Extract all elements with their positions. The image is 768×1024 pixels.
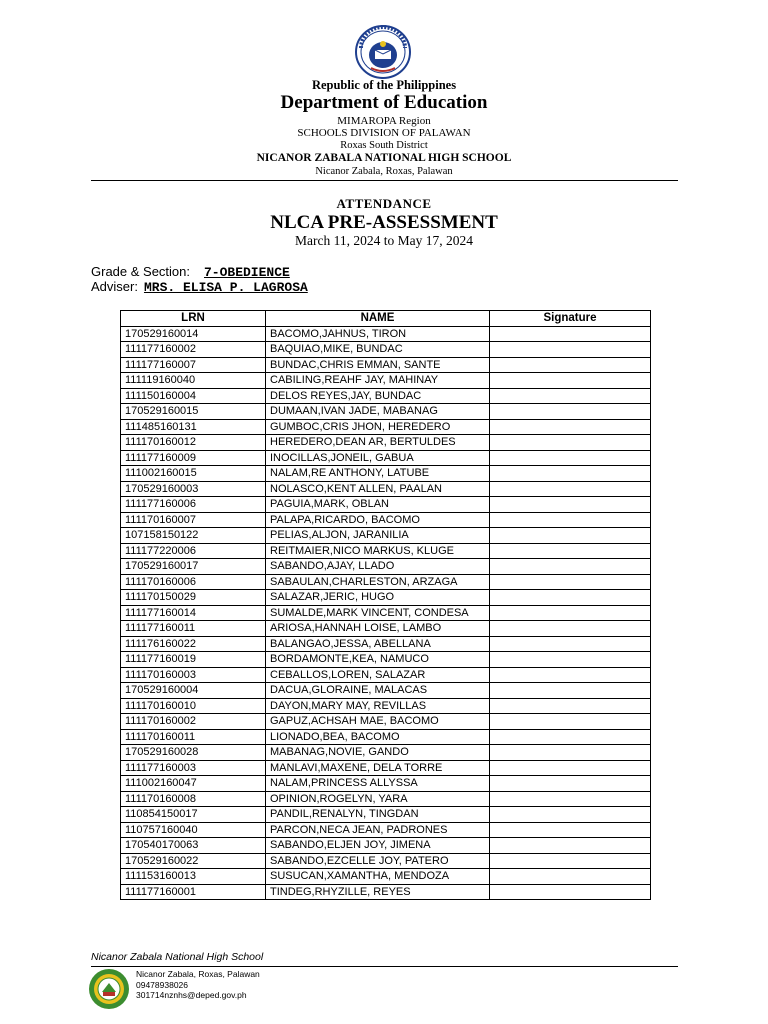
- district-line: Roxas South District: [340, 140, 428, 151]
- name-cell: NOLASCO,KENT ALLEN, PAALAN: [266, 481, 490, 497]
- header-divider: [91, 180, 678, 181]
- lrn-cell: 170540170063: [121, 838, 266, 854]
- signature-cell[interactable]: [490, 683, 651, 699]
- table-row: [121, 512, 651, 528]
- signature-cell[interactable]: [490, 807, 651, 823]
- signature-cell[interactable]: [490, 605, 651, 621]
- table-row: [121, 450, 651, 466]
- signature-cell[interactable]: [490, 574, 651, 590]
- lrn-cell: 111002160015: [121, 466, 266, 482]
- table-row: [121, 822, 651, 838]
- table-row: [121, 760, 651, 776]
- table-row: [121, 636, 651, 652]
- name-cell: CEBALLOS,LOREN, SALAZAR: [266, 667, 490, 683]
- table-row: [121, 652, 651, 668]
- lrn-cell: 111176160022: [121, 636, 266, 652]
- name-cell: MABANAG,NOVIE, GANDO: [266, 745, 490, 761]
- table-row: [121, 869, 651, 885]
- lrn-cell: 111170160006: [121, 574, 266, 590]
- name-cell: LIONADO,BEA, BACOMO: [266, 729, 490, 745]
- signature-cell[interactable]: [490, 667, 651, 683]
- table-row: [121, 559, 651, 575]
- table-row: [121, 574, 651, 590]
- name-cell: GAPUZ,ACHSAH MAE, BACOMO: [266, 714, 490, 730]
- lrn-cell: 111119160040: [121, 373, 266, 389]
- name-cell: SALAZAR,JERIC, HUGO: [266, 590, 490, 606]
- name-cell: DACUA,GLORAINE, MALACAS: [266, 683, 490, 699]
- header-signature: Signature: [490, 311, 651, 327]
- name-cell: SABANDO,AJAY, LLADO: [266, 559, 490, 575]
- table-row: [121, 791, 651, 807]
- name-cell: TINDEG,RHYZILLE, REYES: [266, 884, 490, 900]
- signature-cell[interactable]: [490, 342, 651, 358]
- signature-cell[interactable]: [490, 838, 651, 854]
- table-row: [121, 605, 651, 621]
- table-row: [121, 373, 651, 389]
- republic-line: Republic of the Philippines: [311, 78, 457, 92]
- name-cell: PARCON,NECA JEAN, PADRONES: [266, 822, 490, 838]
- table-row: [121, 683, 651, 699]
- table-row: [121, 543, 651, 559]
- name-cell: HEREDERO,DEAN AR, BERTULDES: [266, 435, 490, 451]
- school-name: NICANOR ZABALA NATIONAL HIGH SCHOOL: [256, 152, 512, 164]
- lrn-cell: 111177160014: [121, 605, 266, 621]
- grade-label: Grade & Section:: [91, 264, 190, 279]
- signature-cell[interactable]: [490, 559, 651, 575]
- grade-value: 7-OBEDIENCE: [204, 265, 290, 280]
- signature-cell[interactable]: [490, 729, 651, 745]
- table-row: [121, 745, 651, 761]
- signature-cell[interactable]: [490, 869, 651, 885]
- table-row: [121, 838, 651, 854]
- signature-cell[interactable]: [490, 435, 651, 451]
- lrn-cell: 111150160004: [121, 388, 266, 404]
- lrn-cell: 111177220006: [121, 543, 266, 559]
- name-cell: SABANDO,EZCELLE JOY, PATERO: [266, 853, 490, 869]
- signature-cell[interactable]: [490, 404, 651, 420]
- signature-cell[interactable]: [490, 326, 651, 342]
- name-cell: OPINION,ROGELYN, YARA: [266, 791, 490, 807]
- document-label: ATTENDANCE: [336, 196, 432, 211]
- name-cell: BALANGAO,JESSA, ABELLANA: [266, 636, 490, 652]
- lrn-cell: 170529160015: [121, 404, 266, 420]
- footer-school-name: Nicanor Zabala National High School: [91, 951, 264, 963]
- name-cell: SUSUCAN,XAMANTHA, MENDOZA: [266, 869, 490, 885]
- signature-cell[interactable]: [490, 497, 651, 513]
- table-row: [121, 466, 651, 482]
- lrn-cell: 111177160006: [121, 497, 266, 513]
- table-row: [121, 497, 651, 513]
- footer-phone: 09478938026: [136, 979, 189, 990]
- signature-cell[interactable]: [490, 357, 651, 373]
- deped-seal-icon: [351, 24, 415, 80]
- table-row: [121, 884, 651, 900]
- name-cell: BACOMO,JAHNUS, TIRON: [266, 326, 490, 342]
- name-cell: PELIAS,ALJON, JARANILIA: [266, 528, 490, 544]
- signature-cell[interactable]: [490, 528, 651, 544]
- table-row: [121, 357, 651, 373]
- lrn-cell: 111170160008: [121, 791, 266, 807]
- division-line: SCHOOLS DIVISION OF PALAWAN: [297, 127, 471, 139]
- name-cell: SABAULAN,CHARLESTON, ARZAGA: [266, 574, 490, 590]
- header-name: NAME: [266, 311, 490, 327]
- name-cell: DUMAAN,IVAN JADE, MABANAG: [266, 404, 490, 420]
- table-row: [121, 807, 651, 823]
- table-header-row: [121, 311, 651, 327]
- signature-cell[interactable]: [490, 373, 651, 389]
- lrn-cell: 170529160014: [121, 326, 266, 342]
- adviser: [91, 279, 308, 295]
- region-line: MIMAROPA Region: [337, 115, 431, 127]
- table-row: [121, 853, 651, 869]
- lrn-cell: 111177160003: [121, 760, 266, 776]
- school-address: Nicanor Zabala, Roxas, Palawan: [315, 166, 453, 177]
- signature-cell[interactable]: [490, 636, 651, 652]
- lrn-cell: 111177160011: [121, 621, 266, 637]
- footer-contact: [136, 969, 260, 1001]
- lrn-cell: 110854150017: [121, 807, 266, 823]
- name-cell: ARIOSA,HANNAH LOISE, LAMBO: [266, 621, 490, 637]
- document-title: NLCA PRE-ASSESSMENT: [270, 212, 498, 233]
- signature-cell[interactable]: [490, 621, 651, 637]
- name-cell: GUMBOC,CRIS JHON, HEREDERO: [266, 419, 490, 435]
- table-row: [121, 419, 651, 435]
- footer-divider: [91, 966, 678, 967]
- signature-cell[interactable]: [490, 822, 651, 838]
- signature-cell[interactable]: [490, 884, 651, 900]
- name-cell: SABANDO,ELJEN JOY, JIMENA: [266, 838, 490, 854]
- adviser-label: Adviser:: [91, 279, 138, 294]
- footer-address: Nicanor Zabala, Roxas, Palawan: [136, 969, 260, 979]
- table-row: [121, 621, 651, 637]
- table-row: [121, 667, 651, 683]
- lrn-cell: 170529160028: [121, 745, 266, 761]
- name-cell: DAYON,MARY MAY, REVILLAS: [266, 698, 490, 714]
- lrn-cell: 111170160011: [121, 729, 266, 745]
- name-cell: PAGUIA,MARK, OBLAN: [266, 497, 490, 513]
- signature-cell[interactable]: [490, 853, 651, 869]
- table-row: [121, 776, 651, 792]
- table-row: [121, 326, 651, 342]
- name-cell: PALAPA,RICARDO, BACOMO: [266, 512, 490, 528]
- lrn-cell: 111485160131: [121, 419, 266, 435]
- name-cell: BUNDAC,CHRIS EMMAN, SANTE: [266, 357, 490, 373]
- grade-section: [91, 264, 290, 280]
- footer-email: 301714nznhs@deped.gov.ph: [136, 990, 247, 1000]
- lrn-cell: 111170160002: [121, 714, 266, 730]
- signature-cell[interactable]: [490, 481, 651, 497]
- school-logo-icon: [88, 968, 130, 1010]
- lrn-cell: 111170160010: [121, 698, 266, 714]
- signature-cell[interactable]: [490, 419, 651, 435]
- signature-cell[interactable]: [490, 698, 651, 714]
- signature-cell[interactable]: [490, 714, 651, 730]
- lrn-cell: 111177160009: [121, 450, 266, 466]
- lrn-cell: 170529160022: [121, 853, 266, 869]
- name-cell: INOCILLAS,JONEIL, GABUA: [266, 450, 490, 466]
- lrn-cell: 111170150029: [121, 590, 266, 606]
- table-row: [121, 481, 651, 497]
- lrn-cell: 107158150122: [121, 528, 266, 544]
- table-row: [121, 404, 651, 420]
- signature-cell[interactable]: [490, 590, 651, 606]
- signature-cell[interactable]: [490, 652, 651, 668]
- department-title: Department of Education: [280, 92, 488, 113]
- name-cell: PANDIL,RENALYN, TINGDAN: [266, 807, 490, 823]
- table-body: [121, 326, 651, 900]
- lrn-cell: 111177160001: [121, 884, 266, 900]
- lrn-cell: 111177160007: [121, 357, 266, 373]
- name-cell: SUMALDE,MARK VINCENT, CONDESA: [266, 605, 490, 621]
- lrn-cell: 111170160007: [121, 512, 266, 528]
- lrn-cell: 111177160002: [121, 342, 266, 358]
- table-row: [121, 698, 651, 714]
- table-row: [121, 729, 651, 745]
- signature-cell[interactable]: [490, 388, 651, 404]
- table-row: [121, 714, 651, 730]
- name-cell: BORDAMONTE,KEA, NAMUCO: [266, 652, 490, 668]
- lrn-cell: 110757160040: [121, 822, 266, 838]
- signature-cell[interactable]: [490, 776, 651, 792]
- lrn-cell: 170529160017: [121, 559, 266, 575]
- signature-cell[interactable]: [490, 450, 651, 466]
- attendance-table: [120, 310, 651, 900]
- lrn-cell: 111002160047: [121, 776, 266, 792]
- signature-cell[interactable]: [490, 466, 651, 482]
- name-cell: NALAM,PRINCESS ALLYSSA: [266, 776, 490, 792]
- table-row: [121, 388, 651, 404]
- table-row: [121, 435, 651, 451]
- lrn-cell: 170529160004: [121, 683, 266, 699]
- name-cell: CABILING,REAHF JAY, MAHINAY: [266, 373, 490, 389]
- table-row: [121, 590, 651, 606]
- adviser-value: MRS. ELISA P. LAGROSA: [143, 280, 308, 295]
- header-lrn: LRN: [121, 311, 266, 327]
- table-row: [121, 342, 651, 358]
- table-row: [121, 528, 651, 544]
- lrn-cell: 111170160003: [121, 667, 266, 683]
- name-cell: MANLAVI,MAXENE, DELA TORRE: [266, 760, 490, 776]
- name-cell: DELOS REYES,JAY, BUNDAC: [266, 388, 490, 404]
- name-cell: NALAM,RE ANTHONY, LATUBE: [266, 466, 490, 482]
- name-cell: REITMAIER,NICO MARKUS, KLUGE: [266, 543, 490, 559]
- lrn-cell: 111170160012: [121, 435, 266, 451]
- lrn-cell: 111153160013: [121, 869, 266, 885]
- name-cell: BAQUIAO,MIKE, BUNDAC: [266, 342, 490, 358]
- lrn-cell: 170529160003: [121, 481, 266, 497]
- signature-cell[interactable]: [490, 760, 651, 776]
- lrn-cell: 111177160019: [121, 652, 266, 668]
- signature-cell[interactable]: [490, 745, 651, 761]
- date-range: March 11, 2024 to May 17, 2024: [295, 233, 473, 248]
- signature-cell[interactable]: [490, 543, 651, 559]
- signature-cell[interactable]: [490, 791, 651, 807]
- signature-cell[interactable]: [490, 512, 651, 528]
